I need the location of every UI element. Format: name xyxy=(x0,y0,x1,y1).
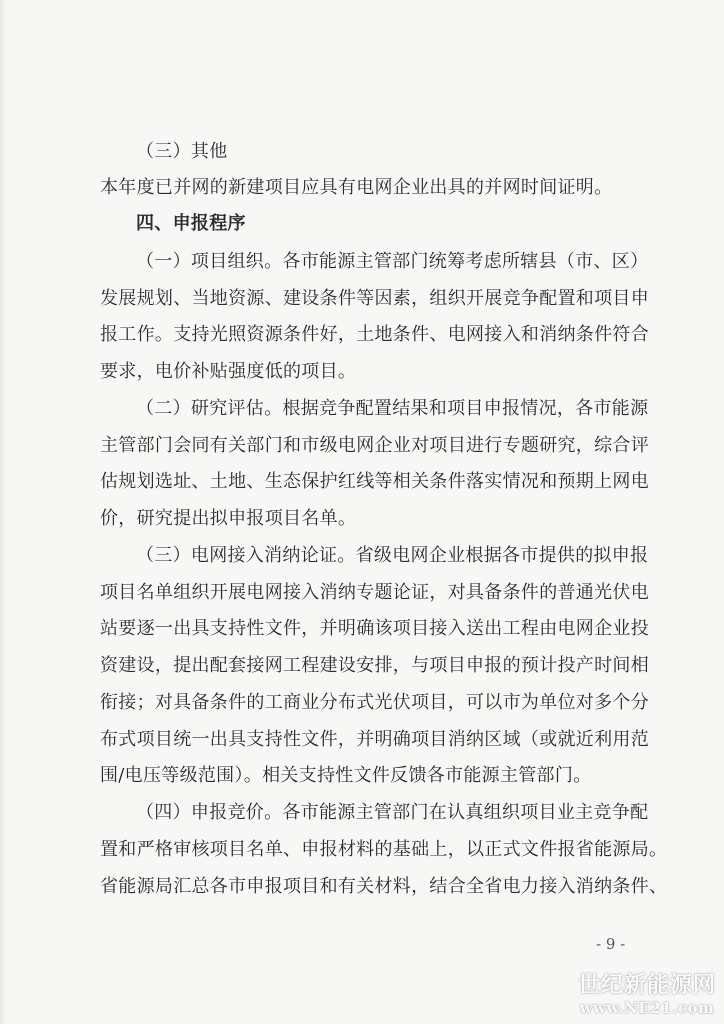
paragraph-line: （四）申报竞价。各市能源主管部门在认真组织项目业主竞争配 xyxy=(136,802,649,823)
watermark-url: www.NE21.com xyxy=(579,999,715,1017)
watermark xyxy=(578,968,716,1017)
paragraph-line: 本年度已并网的新建项目应具有电网企业出具的并网时间证明。 xyxy=(100,177,613,198)
paragraph-line: 布式项目统一出具支持性文件，并明确项目消纳区域（或就近利用范 xyxy=(100,729,649,750)
paragraph-line: （二）研究评估。根据竞争配置结果和项目申报情况，各市能源 xyxy=(136,398,649,419)
paragraph-line: 衔接；对具备条件的工商业分布式光伏项目，可以市为单位对多个分 xyxy=(100,692,649,713)
paragraph-line: 置和严格审核项目名单、申报材料的基础上，以正式文件报省能源局。 xyxy=(100,839,668,860)
paragraph-line: 估规划选址、土地、生态保护红线等相关条件落实情况和预期上网电 xyxy=(100,471,649,492)
paragraph-line: 发展规划、当地资源、建设条件等因素，组织开展竞争配置和项目申 xyxy=(100,288,649,309)
subsection-heading-other: （三）其他 xyxy=(136,141,228,162)
paragraph-line: 站要逐一出具支持性文件，并明确该项目接入送出工程由电网企业投 xyxy=(100,618,649,639)
section-heading-procedure: 四、申报程序 xyxy=(136,213,246,234)
paragraph-line: （三）电网接入消纳论证。省级电网企业根据各市提供的拟申报 xyxy=(136,545,649,566)
paragraph-line: （一）项目组织。各市能源主管部门统筹考虑所辖县（市、区） xyxy=(136,251,649,272)
paragraph-line: 资建设，提出配套接网工程建设安排，与项目申报的预计投产时间相 xyxy=(100,655,649,676)
page-edge-shadow xyxy=(0,0,6,1024)
paragraph-line: 项目名单组织开展电网接入消纳专题论证，对具备条件的普通光伏电 xyxy=(100,582,649,603)
paragraph-line: 省能源局汇总各市申报项目和有关材料，结合全省电力接入消纳条件、 xyxy=(100,876,668,897)
paragraph-line: 报工作。支持光照资源条件好，土地条件、电网接入和消纳条件符合 xyxy=(100,324,649,345)
watermark-name: 世纪新能源网 xyxy=(577,972,716,998)
paragraph-line: 价，研究提出拟申报项目名单。 xyxy=(100,508,357,529)
paragraph-line: 围/电压等级范围）。相关支持性文件反馈各市能源主管部门。 xyxy=(100,765,592,786)
paragraph-line: 要求，电价补贴强度低的项目。 xyxy=(100,361,357,382)
page-number: - 9 - xyxy=(596,935,626,953)
paragraph-line: 主管部门会同有关部门和市级电网企业对项目进行专题研究，综合评 xyxy=(100,435,649,456)
